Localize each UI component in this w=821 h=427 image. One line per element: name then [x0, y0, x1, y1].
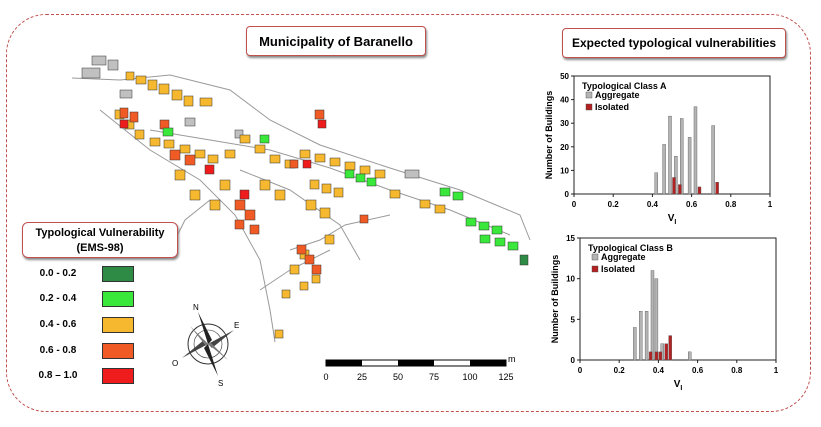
bar [645, 311, 648, 360]
y-tick-label: 0 [570, 356, 575, 365]
bar [673, 177, 676, 194]
legend-item-swatch [102, 317, 134, 333]
bar [665, 344, 668, 360]
x-tick-label: 0.8 [731, 366, 743, 375]
legend-item-swatch [102, 343, 134, 359]
y-tick-label: 5 [570, 315, 575, 325]
legend-item [22, 368, 142, 386]
x-axis-label [674, 379, 683, 392]
scale-tick-label: 125 [498, 372, 514, 382]
legend-title-line1: Typological Vulnerability [35, 227, 165, 239]
y-tick-label: 0 [564, 190, 569, 199]
legend-item-swatch [102, 266, 134, 282]
scale-tick-label: 100 [462, 372, 478, 382]
bar [694, 107, 697, 194]
legend-swatch [586, 92, 592, 98]
scale-tick-label: 75 [428, 372, 440, 382]
bar [655, 352, 658, 360]
legend-item-label: 0.8 – 1.0 [38, 370, 78, 381]
chart-class-b [536, 232, 786, 398]
legend-item [22, 266, 142, 284]
bar [651, 271, 654, 360]
x-tick-label: 0.2 [613, 366, 625, 375]
bar [688, 137, 691, 194]
compass-rose-icon [168, 298, 246, 390]
legend-item-label: 0.2 - 0.4 [39, 293, 77, 304]
charts-title: Expected typological vulnerabilities [562, 28, 786, 58]
y-axis-label: Number of Buildings [550, 254, 560, 344]
bar [649, 352, 652, 360]
legend-item-swatch [102, 368, 134, 384]
legend-swatch [586, 104, 592, 110]
bar [669, 336, 672, 360]
legend-title-line2: (EMS-98) [76, 242, 124, 254]
scale-bar [320, 354, 520, 388]
bar [663, 144, 666, 194]
legend-label: Aggregate [595, 90, 640, 100]
bar [659, 352, 662, 360]
x-tick-label: 0.6 [692, 366, 704, 375]
x-tick-label: 0.8 [725, 200, 737, 209]
chart-title: Typological Class B [588, 243, 673, 253]
bar [655, 279, 658, 360]
legend-item [22, 317, 142, 335]
legend-label: Isolated [601, 264, 636, 274]
legend-item-label: 0.6 - 0.8 [39, 345, 77, 356]
x-tick-label: 0.4 [652, 366, 664, 375]
x-axis-label-subscript: I [674, 219, 677, 226]
compass-n-label: N [193, 303, 199, 312]
x-axis-label [668, 213, 677, 226]
y-tick-label: 20 [560, 142, 569, 152]
legend-swatch [592, 266, 598, 272]
bar [639, 311, 642, 360]
bar [678, 185, 681, 194]
compass-s-label: S [218, 379, 224, 388]
x-tick-label: 0.4 [646, 200, 658, 209]
legend-item-swatch [102, 291, 134, 307]
x-tick-label: 0.2 [607, 200, 619, 209]
x-tick-label: 0.6 [686, 200, 698, 209]
x-tick-label: 1 [773, 366, 779, 375]
x-axis-label-main: V [667, 213, 675, 224]
bar [680, 118, 683, 194]
chart-class-a [536, 70, 786, 228]
y-tick-label: 10 [566, 274, 575, 284]
bar [688, 352, 691, 360]
legend-item-label: 0.0 - 0.2 [39, 268, 77, 279]
legend-item [22, 343, 142, 361]
compass-o-label: O [172, 359, 179, 368]
bar [698, 187, 701, 194]
scale-tick-label: 25 [356, 372, 368, 382]
compass-e-label: E [234, 321, 240, 330]
legend-label: Isolated [595, 102, 630, 112]
x-tick-label: 1 [767, 200, 773, 209]
y-tick-label: 40 [560, 95, 569, 105]
bar [633, 327, 636, 360]
scale-tick-label: 50 [392, 372, 404, 382]
bar [655, 173, 658, 194]
y-tick-label: 15 [566, 234, 575, 243]
y-tick-label: 10 [560, 166, 569, 176]
x-tick-label: 0 [577, 366, 583, 375]
legend-item-label: 0.4 - 0.6 [39, 319, 77, 330]
y-tick-label: 30 [560, 119, 569, 129]
chart-title: Typological Class A [582, 81, 667, 91]
legend-item [22, 291, 142, 309]
legend-swatch [592, 254, 598, 260]
scale-unit-label: m [508, 354, 516, 364]
scale-tick-label: 0 [323, 372, 329, 382]
legend-label: Aggregate [601, 252, 646, 262]
legend-title [22, 222, 178, 258]
buildings-layer [82, 56, 528, 338]
bar [669, 116, 672, 194]
x-axis-label-main: V [673, 379, 681, 390]
x-axis-label-subscript: I [680, 385, 683, 392]
bar [712, 126, 715, 194]
y-tick-label: 50 [560, 72, 569, 81]
main-title: Municipality of Baranello [246, 26, 426, 56]
bar [716, 182, 719, 194]
x-tick-label: 0 [571, 200, 577, 209]
y-axis-label: Number of Buildings [544, 90, 554, 180]
